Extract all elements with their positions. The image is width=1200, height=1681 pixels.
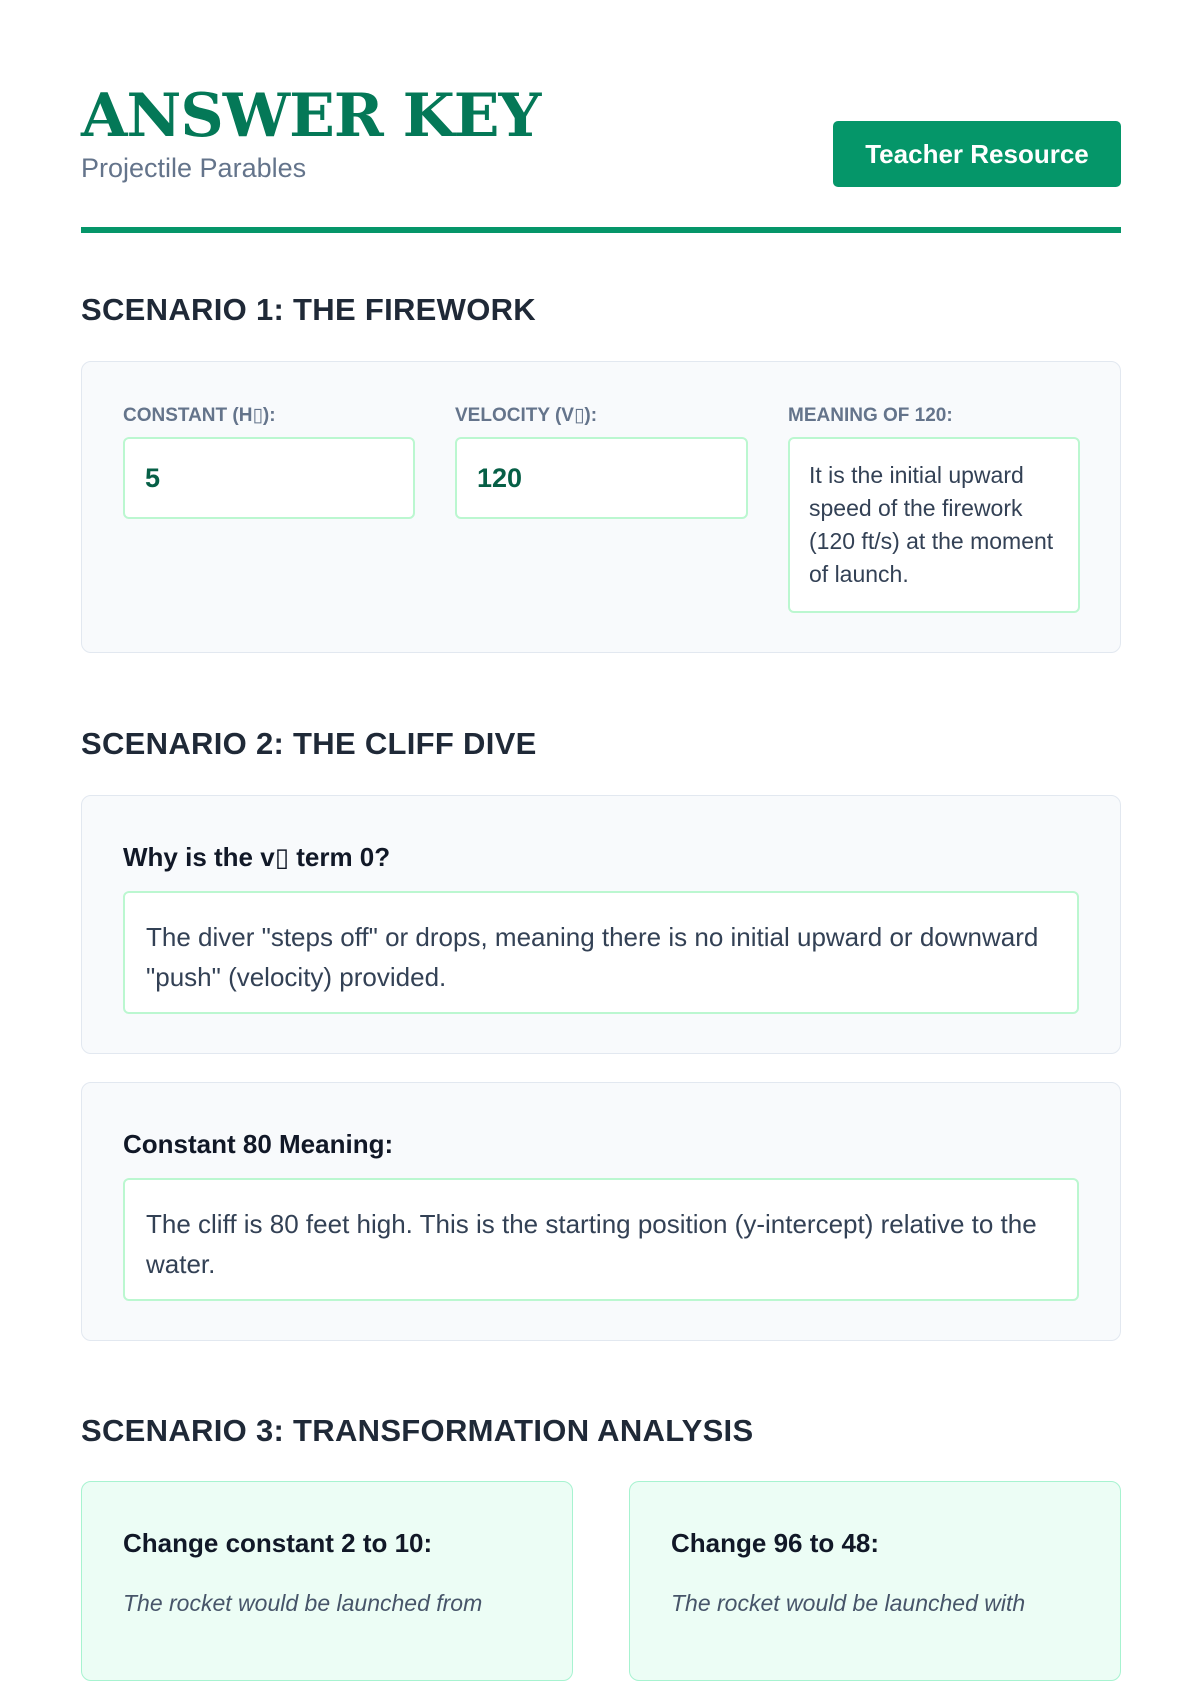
meaning-label: MEANING OF 120: — [788, 405, 953, 426]
velocity-label: VELOCITY (V▯): — [455, 405, 598, 426]
transformation-card-velocity — [629, 1481, 1121, 1681]
meaning-text: It is the initial upward speed of the firework (120 ft/s) at the moment of launch. — [809, 462, 1054, 587]
transformation-text-constant: The rocket would be launched from — [123, 1590, 483, 1616]
scenario-1-title: SCENARIO 1: THE FIREWORK — [81, 292, 536, 327]
velocity-field[interactable] — [455, 437, 748, 519]
answer-key-page — [81, 0, 1121, 1616]
velocity-value: 120 — [477, 463, 523, 493]
transformation-title-constant: Change constant 2 to 10: — [123, 1528, 433, 1558]
constant-80-question: Constant 80 Meaning: — [123, 1129, 394, 1159]
page-subtitle: Projectile Parables — [81, 153, 307, 183]
velocity-zero-question: Why is the v▯ term 0? — [123, 842, 391, 872]
constant-label: CONSTANT (H▯): — [123, 405, 276, 426]
constant-value: 5 — [145, 463, 161, 493]
velocity-zero-card — [81, 795, 1121, 1054]
transformation-title-velocity: Change 96 to 48: — [671, 1528, 880, 1558]
constant-80-answer[interactable]: The cliff is 80 feet high. This is the starting position (y-intercept) relative to the water. — [123, 1178, 1079, 1301]
scenario-3-title: SCENARIO 3: TRANSFORMATION ANALYSIS — [81, 1413, 754, 1448]
teacher-resource-badge: Teacher Resource — [833, 121, 1121, 187]
page-title: ANSWER KEY — [81, 81, 541, 151]
velocity-zero-answer[interactable]: The diver "steps off" or drops, meaning there is no initial upward or downward "push" (velocity) provided. — [123, 891, 1079, 1014]
page-header — [81, 0, 1121, 233]
meaning-field[interactable] — [788, 437, 1080, 613]
transformation-text-velocity: The rocket would be launched with — [671, 1590, 1026, 1616]
scenario-1-card — [81, 361, 1121, 653]
transformation-card-constant — [81, 1481, 573, 1681]
scenario-2-title: SCENARIO 2: THE CLIFF DIVE — [81, 726, 537, 761]
constant-80-card — [81, 1082, 1121, 1341]
constant-field[interactable] — [123, 437, 415, 519]
